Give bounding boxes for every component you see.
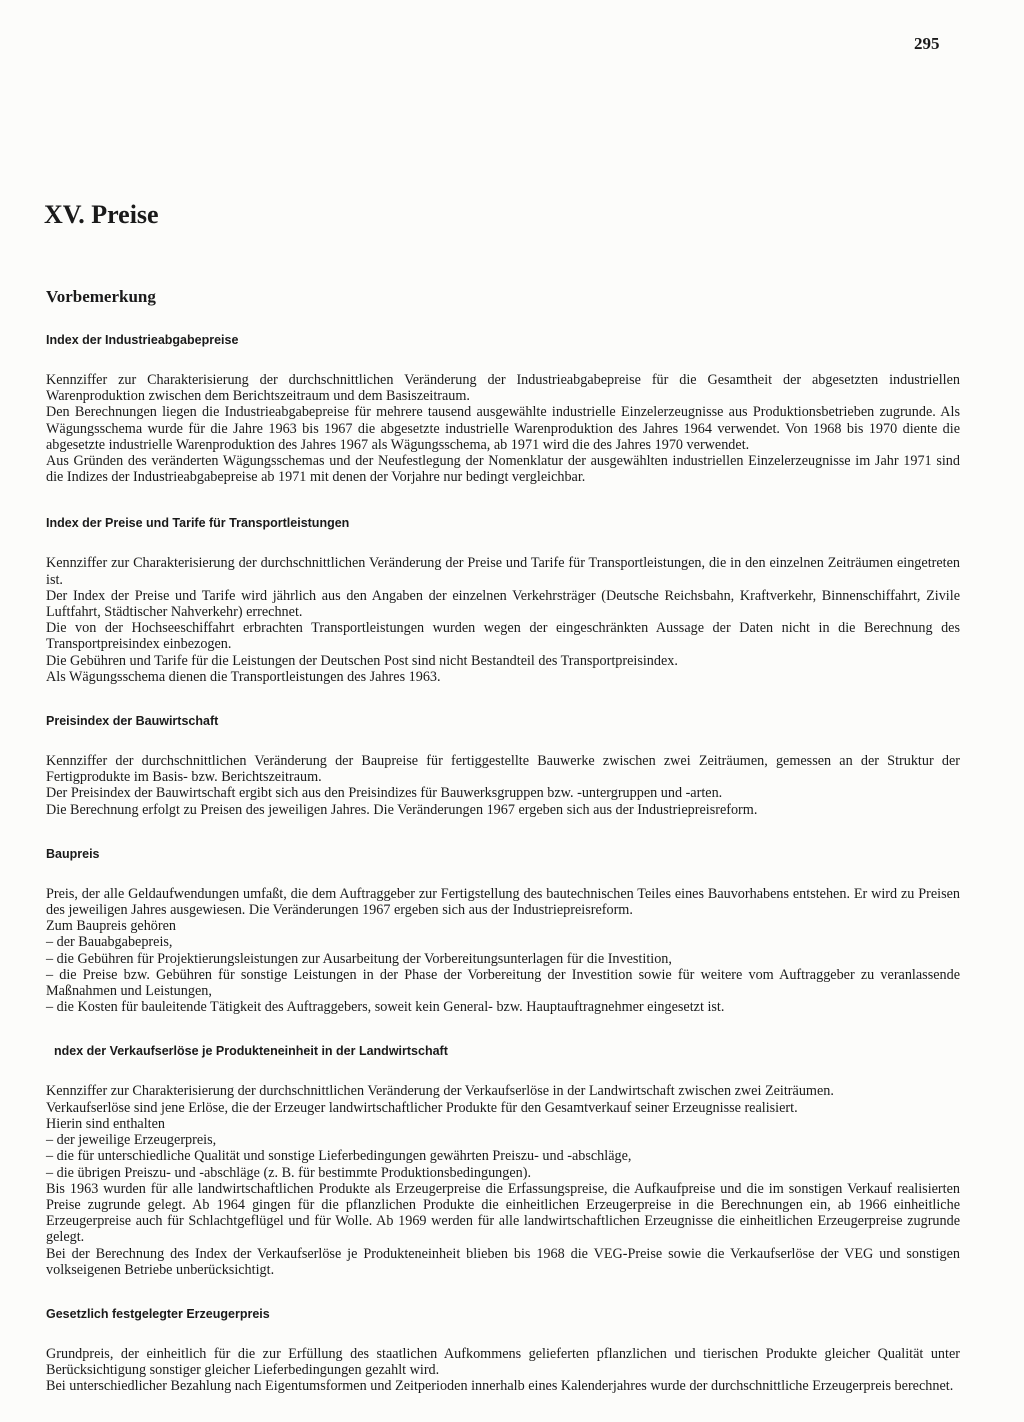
- page-number: 295: [914, 34, 940, 53]
- section-erzeugerpreis: [46, 1304, 960, 1395]
- list-item: – die Gebühren für Projektierungsleistungen zur Ausarbeitung der Vorbereitungsunterlagen für die Investition,: [46, 951, 960, 967]
- section-body: [46, 372, 960, 485]
- chapter-title: XV. Preise: [44, 200, 159, 229]
- section-body: [46, 1083, 960, 1277]
- list-item: – der Bauabgabepreis,: [46, 934, 960, 950]
- paragraph: Kennziffer zur Charakterisierung der durchschnittlichen Veränderung der Industrieabgabepreise für die Gesamtheit der abgesetzten industriellen Warenproduktion zwischen dem Berichtszeitraum und dem Basiszeitraum.: [46, 372, 960, 405]
- list-item: – die Preise bzw. Gebühren für sonstige Leistungen in der Phase der Vorbereitung der Investition sowie für weitere vom Auftraggeber zu veranlassende Maßnahmen und Leistungen,: [46, 967, 960, 999]
- paragraph: Zum Baupreis gehören: [46, 918, 177, 935]
- section-heading: Baupreis: [46, 846, 100, 861]
- paragraph: Aus Gründen des veränderten Wägungsschemas und der Neufestlegung der Nomenklatur der ausgewählten industriellen Einzelerzeugnisse im Jahr 1971 sind die Indizes der Industrieabgabepreise ab 1971 mit denen der Vorjahre nur bedingt vergleichbar.: [46, 453, 960, 486]
- paragraph: Hierin sind enthalten: [46, 1115, 165, 1132]
- section-heading: Gesetzlich festgelegter Erzeugerpreis: [46, 1306, 270, 1321]
- paragraph: Den Berechnungen liegen die Industrieabgabepreise für mehrere tausend ausgewählte industrielle Einzelerzeugnisse aus Produktionsbetrieben zugrunde. Als Wägungsschema wurde für die Jahre 1963 bis 1967 die abgesetzte industrielle Warenproduktion des Jahres 1964 verwendet. Von 1968 bis 1970 diente die abgesetzte industrielle Warenproduktion des Jahres 1967 als Wägungsschema, ab 1971 wird die des Jahres 1970 verwendet.: [46, 404, 960, 453]
- list-item: – die übrigen Preiszu- und -abschläge (z. B. für bestimmte Produktionsbedingungen).: [46, 1165, 960, 1181]
- paragraph: Die von der Hochseeschiffahrt erbrachten Transportleistungen wurden wegen der eingeschränkten Aussage der Daten nicht in die Berechnung des Transportpreisindex einbezogen.: [46, 620, 960, 653]
- section-industrieabgabepreise: [46, 330, 960, 485]
- paragraph: Grundpreis, der einheitlich für die zur Erfüllung des staatlichen Aufkommens gelieferten pflanzlichen und tierischen Produkte gleicher Qualität unter Berücksichtigung sonstiger gleicher Lieferbedingungen gezahlt wird.: [46, 1345, 960, 1379]
- section-body: [46, 1346, 960, 1395]
- list-item: – die Kosten für bauleitende Tätigkeit des Auftraggebers, soweit kein General- bzw. Hauptauftragnehmer eingesetzt ist.: [46, 999, 960, 1015]
- paragraph: Kennziffer zur Charakterisierung der durchschnittlichen Veränderung der Verkaufserlöse in der Landwirtschaft zwischen zwei Zeiträumen.: [46, 1083, 834, 1100]
- paragraph: Bei unterschiedlicher Bezahlung nach Eigentumsformen und Zeitperioden innerhalb eines Kalenderjahres wurde der durchschnittliche Erzeugerpreis berechnet.: [46, 1378, 954, 1395]
- paragraph: Die Berechnung erfolgt zu Preisen des jeweiligen Jahres. Die Veränderungen 1967 ergeben sich aus der Industriepreisreform.: [46, 801, 758, 818]
- paragraph: Der Index der Preise und Tarife wird jährlich aus den Angaben der einzelnen Verkehrsträger (Deutsche Reichsbahn, Kraftverkehr, Binnenschiffahrt, Zivile Luftfahrt, Städtischer Nahverkehr) errechnet.: [46, 587, 960, 621]
- content: [46, 330, 960, 1395]
- section-heading: ndex der Verkaufserlöse je Produkteneinheit in der Landwirtschaft: [54, 1044, 448, 1059]
- paragraph: Die Gebühren und Tarife für die Leistungen der Deutschen Post sind nicht Bestandteil des Transportpreisindex.: [46, 652, 678, 669]
- section-body: [46, 555, 960, 685]
- section-transportleistungen: [46, 513, 960, 685]
- bullet-list: [46, 934, 960, 1015]
- paragraph: Bei der Berechnung des Index der Verkaufserlöse je Produkteneinheit blieben bis 1968 die VEG-Preise sowie die Verkaufserlöse der VEG und sonstigen volkseigenen Betriebe unberücksichtigt.: [46, 1245, 960, 1278]
- paragraph: Kennziffer zur Charakterisierung der durchschnittlichen Veränderung der Preise und Tarife für Transportleistungen, die in den einzelnen Zeiträumen eingetreten ist.: [46, 555, 960, 588]
- section-heading: Index der Preise und Tarife für Transportleistungen: [46, 516, 350, 531]
- preamble-heading: Vorbemerkung: [46, 287, 156, 306]
- section-heading: Index der Industrieabgabepreise: [46, 333, 239, 347]
- paragraph: Preis, der alle Geldaufwendungen umfaßt, die dem Auftraggeber zur Fertigstellung des bautechnischen Teiles eines Bauvorhabens entstehen. Er wird zu Preisen des jeweiligen Jahres ausgewiesen. Die Veränderungen 1967 ergeben sich aus der Industriepreisreform.: [46, 885, 960, 919]
- bullet-list: [46, 1132, 960, 1181]
- paragraph: Bis 1963 wurden für alle landwirtschaftlichen Produkte als Erzeugerpreise die Erfassungspreise, die Aufkaufpreise und die im sonstigen Verkauf realisierten Preise zugrunde gelegt. Ab 1964 gingen für die pflanzlichen Produkte die einheitlichen Erzeugerpreise in die Berechnungen ein, ab 1966 einheitliche Erzeugerpreise auch für Schlachtgeflügel und für Wolle. Ab 1969 werden für alle landwirtschaftlichen Erzeugnisse die einheitlichen Erzeugerpreise zugrunde gelegt.: [46, 1180, 960, 1246]
- paragraph: Der Preisindex der Bauwirtschaft ergibt sich aus den Preisindizes für Bauwerksgruppen bzw. -untergruppen und -arten.: [46, 785, 723, 802]
- section-body: [46, 886, 960, 1016]
- section-baupreis: [46, 844, 960, 1016]
- section-body: [46, 753, 960, 818]
- paragraph: Als Wägungsschema dienen die Transportleistungen des Jahres 1963.: [46, 668, 441, 685]
- paragraph: Kennziffer der durchschnittlichen Veränderung der Baupreise für fertiggestellte Bauwerke zwischen zwei Zeiträumen, gemessen an der Struktur der Fertigprodukte im Basis- bzw. Berichtszeitraum.: [46, 753, 960, 786]
- section-verkaufserloese: [46, 1041, 960, 1277]
- section-bauwirtschaft: [46, 711, 960, 818]
- paragraph: Verkaufserlöse sind jene Erlöse, die der Erzeuger landwirtschaftlicher Produkte für den Gesamtverkauf seiner Erzeugnisse realisiert.: [46, 1099, 798, 1116]
- list-item: – der jeweilige Erzeugerpreis,: [46, 1132, 960, 1148]
- list-item: – die für unterschiedliche Qualität und sonstige Lieferbedingungen gewährten Preiszu- und -abschläge,: [46, 1148, 960, 1164]
- section-heading: Preisindex der Bauwirtschaft: [46, 714, 219, 729]
